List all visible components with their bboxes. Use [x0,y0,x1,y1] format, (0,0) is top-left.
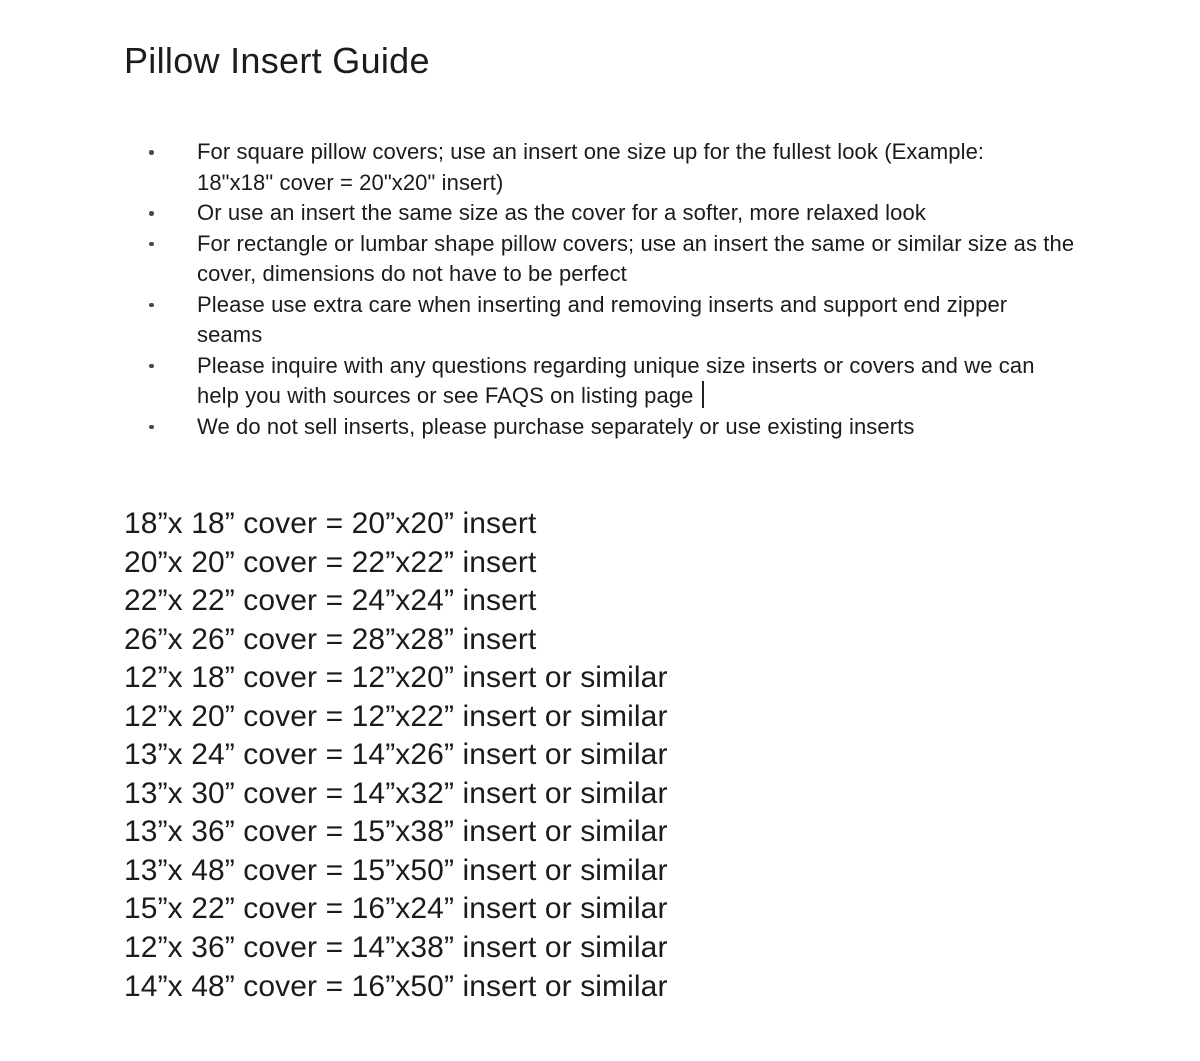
size-conversion-list [124,505,668,1006]
size-row[interactable]: 18”x 18” cover = 20”x20” insert [124,507,537,540]
size-row[interactable]: 22”x 22” cover = 24”x24” insert [124,584,537,618]
size-row[interactable]: 12”x 20” cover = 12”x22” insert or similar [124,699,668,733]
bullet-icon [148,290,197,321]
size-row[interactable]: 26”x 26” cover = 28”x28” insert [124,622,537,656]
guideline-text[interactable]: Or use an insert the same size as the cover for a softer, more relaxed look [197,200,926,225]
size-row[interactable]: 12”x 18” cover = 12”x20” insert or similar [124,661,668,695]
guideline-text[interactable]: We do not sell inserts, please purchase separately or use existing inserts [197,413,915,439]
guideline-text[interactable]: For rectangle or lumbar shape pillow covers; use an insert the same or similar size as the cover, dimensions do not have to be perfect [197,230,1075,286]
guideline-item [148,198,1088,229]
size-row[interactable]: 13”x 24” cover = 14”x26” insert or similar [124,738,668,772]
guideline-list [148,137,1088,442]
size-row[interactable]: 20”x 20” cover = 22”x22” insert [124,545,537,579]
guideline-text[interactable]: For square pillow covers; use an insert one size up for the fullest look (Example: 18"x18" cover = 20"x20" insert) [197,139,985,195]
guideline-item [148,351,1088,412]
guideline-item [148,137,1088,198]
guideline-item [148,412,1088,443]
size-row[interactable]: 13”x 36” cover = 15”x38” insert or similar [124,815,668,849]
bullet-icon [148,198,197,229]
size-row[interactable]: 14”x 48” cover = 16”x50” insert or similar [124,969,668,1003]
bullet-icon [148,137,197,168]
page-title: Pillow Insert Guide [124,40,430,81]
bullet-icon [148,229,197,260]
guideline-text[interactable]: Please use extra care when inserting and removing inserts and support end zipper seams [197,291,1008,347]
text-cursor [702,381,704,408]
size-row[interactable]: 13”x 30” cover = 14”x32” insert or similar [124,776,668,810]
size-row[interactable]: 15”x 22” cover = 16”x24” insert or similar [124,892,668,926]
bullet-icon [148,351,197,382]
bullet-icon [148,412,197,443]
guideline-item [148,229,1088,290]
size-row[interactable]: 13”x 48” cover = 15”x50” insert or similar [124,853,668,887]
guideline-item [148,290,1088,351]
guideline-text[interactable]: Please inquire with any questions regarding unique size inserts or covers and we can help you with sources or see FAQS on listing page [197,352,1035,408]
size-row[interactable]: 12”x 36” cover = 14”x38” insert or similar [124,931,668,965]
